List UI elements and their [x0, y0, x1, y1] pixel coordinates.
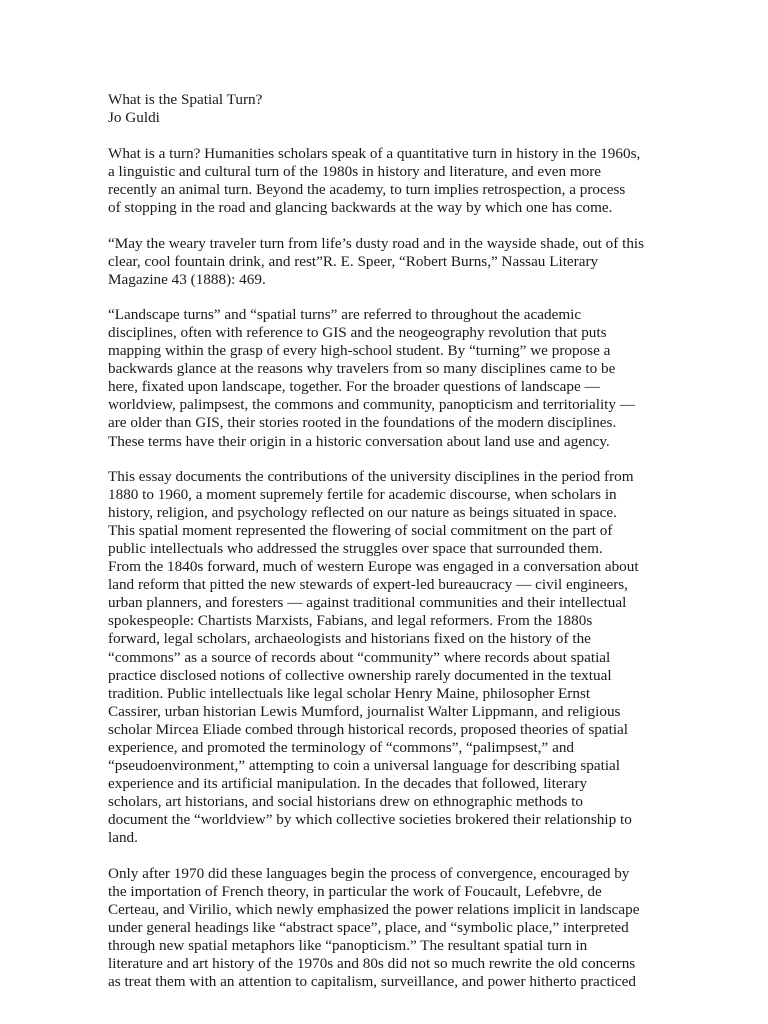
text-line: mapping within the grasp of every high-school student. By “turning” we propose a [108, 342, 611, 360]
text-line: From the 1840s forward, much of western Europe was engaged in a conversation about [108, 558, 639, 576]
paragraph [108, 235, 688, 289]
text-line: spokespeople: Chartists Marxists, Fabians, and legal reformers. From the 1880s [108, 612, 593, 630]
text-line: Magazine 43 (1888): 469. [108, 270, 266, 288]
text-line: These terms have their origin in a historic conversation about land use and agency. [108, 432, 610, 450]
text-line: a linguistic and cultural turn of the 1980s in history and literature, and even more [108, 163, 602, 181]
text-line: This essay documents the contributions of the university disciplines in the period from [108, 467, 634, 485]
text-line: clear, cool fountain drink, and rest”R. E. Speer, “Robert Burns,” Nassau Literary [108, 252, 599, 270]
text-line: under general headings like “abstract space”, place, and “symbolic place,” interpreted [108, 918, 629, 936]
text-line: urban planners, and foresters — against traditional communities and their intellectual [108, 594, 627, 612]
text-line: practice disclosed notions of collective ownership rarely documented in the textual [108, 666, 612, 684]
text-line: Certeau, and Virilio, which newly emphasized the power relations implicit in landscape [108, 900, 640, 918]
text-line: public intellectuals who addressed the struggles over space that surrounded them. [108, 539, 603, 557]
paragraph [108, 865, 688, 992]
text-column [108, 91, 688, 1008]
text-line: 1880 to 1960, a moment supremely fertile for academic discourse, when scholars in [108, 485, 617, 503]
text-line: What is a turn? Humanities scholars speak of a quantitative turn in history in the 1960s, [108, 145, 641, 163]
document-author: Jo Guldi [108, 109, 160, 127]
text-line: document the “worldview” by which collective societies brokered their relationship to [108, 811, 632, 829]
text-line: This spatial moment represented the flowering of social commitment on the part of [108, 521, 613, 539]
text-line: as treat them with an attention to capitalism, surveillance, and power hitherto practiced [108, 973, 637, 991]
paragraph [108, 145, 688, 217]
text-line: forward, legal scholars, archaeologists and historians fixed on the history of the [108, 630, 591, 648]
text-line: of stopping in the road and glancing backwards at the way by which one has come. [108, 199, 613, 217]
text-line: “commons” as a source of records about “community” where records about spatial [108, 648, 611, 666]
text-line: here, fixated upon landscape, together. For the broader questions of landscape — [108, 378, 600, 396]
text-line: land reform that pitted the new stewards of expert-led bureaucracy — civil engineers, [108, 576, 628, 594]
text-line: scholars, art historians, and social historians drew on ethnographic methods to [108, 793, 583, 811]
text-line: Only after 1970 did these languages begin the process of convergence, encouraged by [108, 864, 630, 882]
text-line: recently an animal turn. Beyond the academy, to turn implies retrospection, a process [108, 181, 626, 199]
text-line: “Landscape turns” and “spatial turns” are referred to throughout the academic [108, 305, 582, 323]
text-line: disciplines, often with reference to GIS and the neogeography revolution that puts [108, 323, 607, 341]
text-line: Cassirer, urban historian Lewis Mumford, journalist Walter Lippmann, and religious [108, 702, 621, 720]
text-line: through new spatial metaphors like “panopticism.” The resultant spatial turn in [108, 936, 588, 954]
paragraph [108, 468, 688, 848]
body-text [108, 145, 688, 991]
text-line: “pseudoenvironment,” attempting to coin a universal language for describing spatial [108, 757, 620, 775]
document-title: What is the Spatial Turn? [108, 91, 263, 108]
text-line: experience, and promoted the terminology of “commons”, “palimpsest,” and [108, 739, 575, 756]
text-line: history, religion, and psychology reflected on our nature as beings situated in space. [108, 503, 617, 521]
text-line: scholar Mircea Eliade combed through historical records, proposed theories of spatial [108, 720, 629, 738]
text-line: tradition. Public intellectuals like legal scholar Henry Maine, philosopher Ernst [108, 684, 591, 702]
document-heading [108, 91, 688, 127]
text-line: literature and art history of the 1970s and 80s did not so much rewrite the old concerns [108, 955, 636, 973]
paragraph [108, 306, 688, 451]
text-line: the importation of French theory, in particular the work of Foucault, Lefebvre, de [108, 882, 602, 900]
text-line: backwards glance at the reasons why travelers from so many disciplines came to be [108, 360, 616, 378]
text-line: land. [108, 829, 138, 847]
text-line: worldview, palimpsest, the commons and community, panopticism and territoriality — [108, 396, 635, 414]
text-line: are older than GIS, their stories rooted in the foundations of the modern disciplines. [108, 414, 617, 432]
text-line: experience and its artificial manipulation. In the decades that followed, literary [108, 775, 588, 793]
text-line: “May the weary traveler turn from life’s dusty road and in the wayside shade, out of this [108, 234, 645, 252]
